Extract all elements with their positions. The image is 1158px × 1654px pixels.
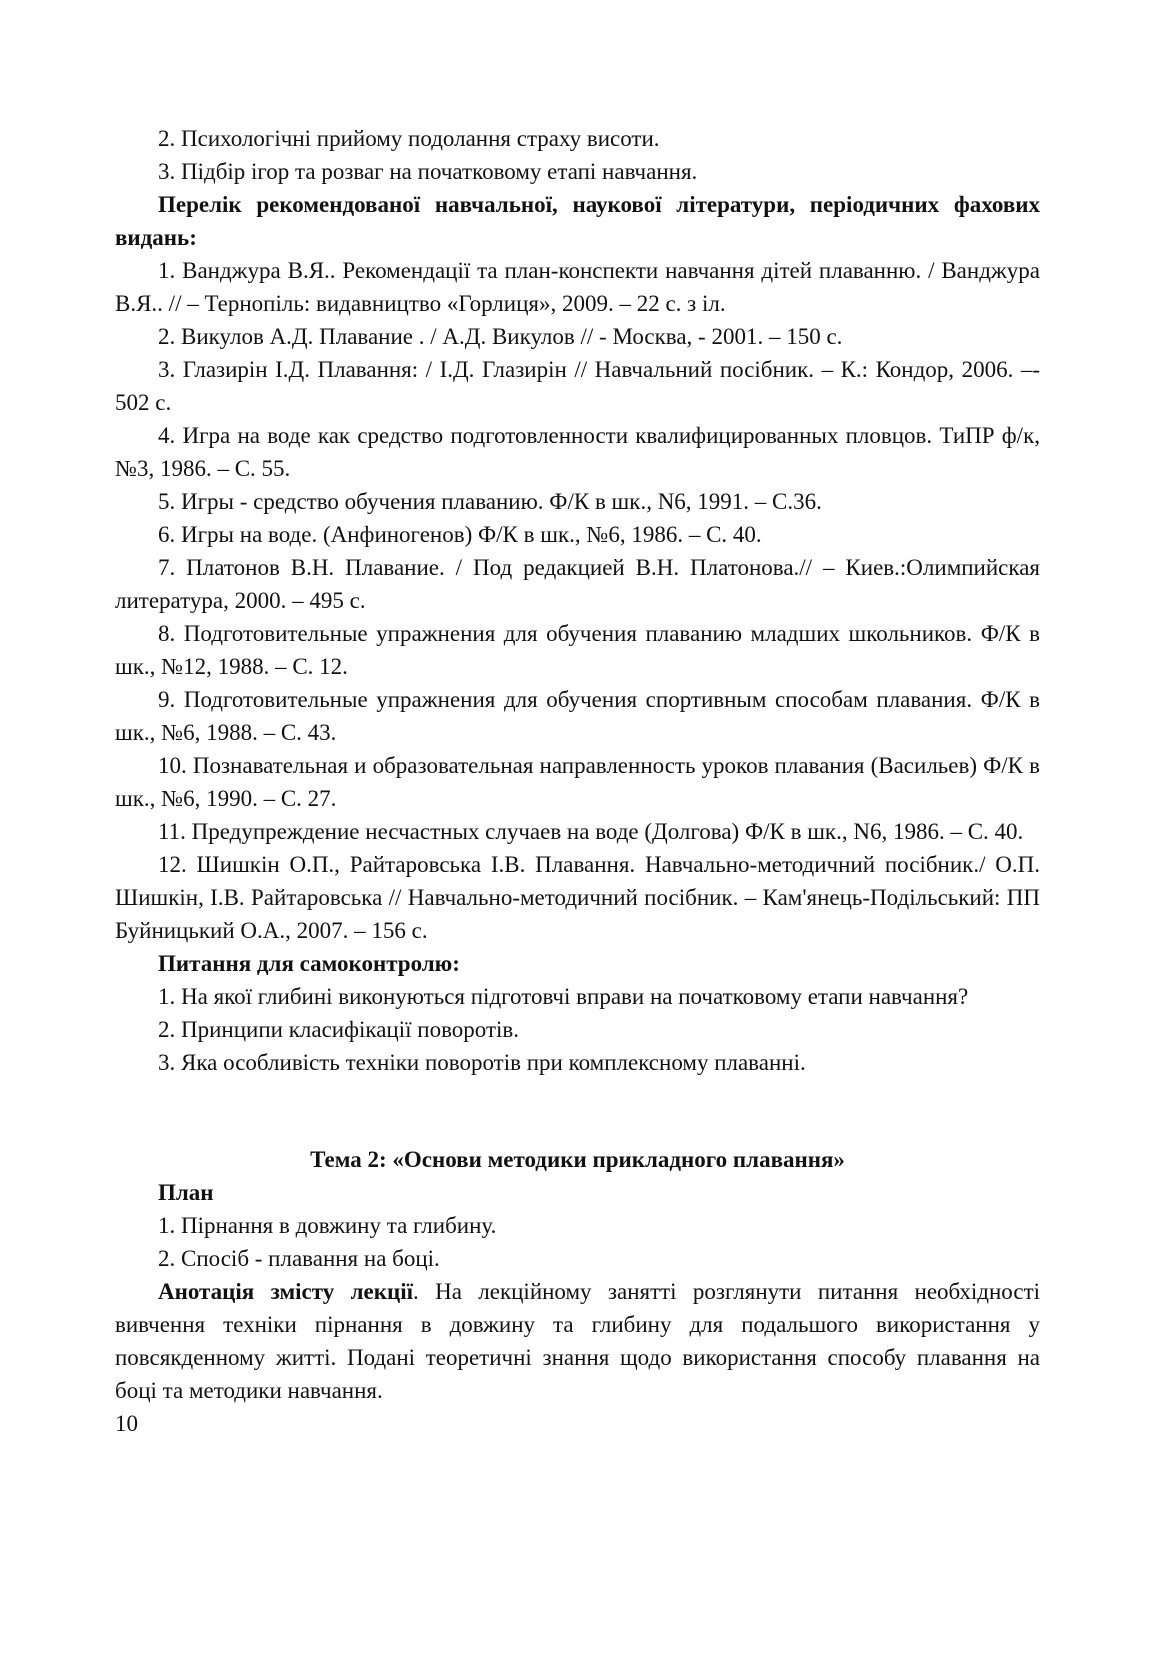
page-number: 10: [115, 1411, 138, 1436]
literature-item: 7. Платонов В.Н. Плавание. / Под редакцией В.Н. Платонова.// – Киев.:Олимпийская литература, 2000. – 495 с.: [115, 555, 1040, 613]
topic2-title: Тема 2: «Основи методики прикладного плавання»: [310, 1147, 845, 1172]
literature-item: 5. Игры - средство обучения плаванию. Ф/К в шк., N6, 1991. – С.36.: [158, 489, 822, 514]
intro-item: 3. Підбір ігор та розваг на початковому етапі навчання.: [158, 159, 698, 184]
plan-label: План: [158, 1180, 214, 1205]
literature-item: 11. Предупреждение несчастных случаев на воде (Долгова) Ф/К в шк., N6, 1986. – С. 40.: [158, 819, 1024, 844]
literature-item: 1. Ванджура В.Я.. Рекомендації та план-конспекти навчання дітей плаванню. / Ванджура В.Я.. // – Тернопіль: видавництво «Горлиця», 2009. – 22 с. з іл.: [115, 258, 1040, 316]
literature-item: 10. Познавательная и образовательная направленность уроков плавания (Васильев) Ф/К в шк., №6, 1990. – С. 27.: [115, 753, 1040, 811]
literature-item: 2. Викулов А.Д. Плавание . / А.Д. Викулов // - Москва, - 2001. – 150 с.: [158, 324, 843, 349]
selfcheck-question: 1. На якої глибині виконуються підготовчі вправи на початковому етапи навчання?: [158, 984, 969, 1009]
annotation-paragraph: [115, 1275, 1040, 1407]
literature-item: 9. Подготовительные упражнения для обучения спортивным способам плавания. Ф/К в шк., №6, 1988. – С. 43.: [115, 687, 1040, 745]
literature-item: 8. Подготовительные упражнения для обучения плаванию младших школьников. Ф/К в шк., №12, 1988. – С. 12.: [115, 621, 1040, 679]
plan-item: 2. Спосіб - плавання на боці.: [158, 1246, 440, 1271]
intro-item: 2. Психологічні прийому подолання страху висоти.: [158, 126, 660, 151]
literature-section-heading: Перелік рекомендованої навчальної, наукової літератури, періодичних фахових видань:: [115, 192, 1040, 250]
literature-item: 12. Шишкін О.П., Райтаровська І.В. Плавання. Навчально-методичний посібник./ О.П. Шишкін, І.В. Райтаровська // Навчально-методичний посібник. – Кам'янець-Подільський: ПП Буйницький О.А., 2007. – 156 с.: [115, 852, 1040, 943]
literature-item: 3. Глазирін І.Д. Плавання: / І.Д. Глазирін // Навчальний посібник. – К.: Кондор, 2006. –- 502 с.: [115, 357, 1040, 415]
selfcheck-section-heading: Питання для самоконтролю:: [158, 951, 460, 976]
literature-item: 6. Игры на воде. (Анфиногенов) Ф/К в шк., №6, 1986. – С. 40.: [158, 522, 762, 547]
literature-item: 4. Игра на воде как средство подготовленности квалифицированных пловцов. ТиПР ф/к, №3, 1986. – С. 55.: [115, 423, 1040, 481]
selfcheck-question: 2. Принципи класифікації поворотів.: [158, 1017, 520, 1042]
annotation-text: . На лекційному занятті розглянути питання необхідності вивчення техніки пірнання в довжину та глибину для подальшого використання у повсякденному житті. Подані теоретичні знання щодо використання способу плавання на боці та методики навчання.: [115, 1279, 1041, 1403]
annotation-lead: Анотація змісту лекції: [158, 1279, 413, 1304]
plan-item: 1. Пірнання в довжину та глибину.: [158, 1213, 497, 1238]
selfcheck-question: 3. Яка особливість техніки поворотів при комплексному плаванні.: [158, 1050, 806, 1075]
